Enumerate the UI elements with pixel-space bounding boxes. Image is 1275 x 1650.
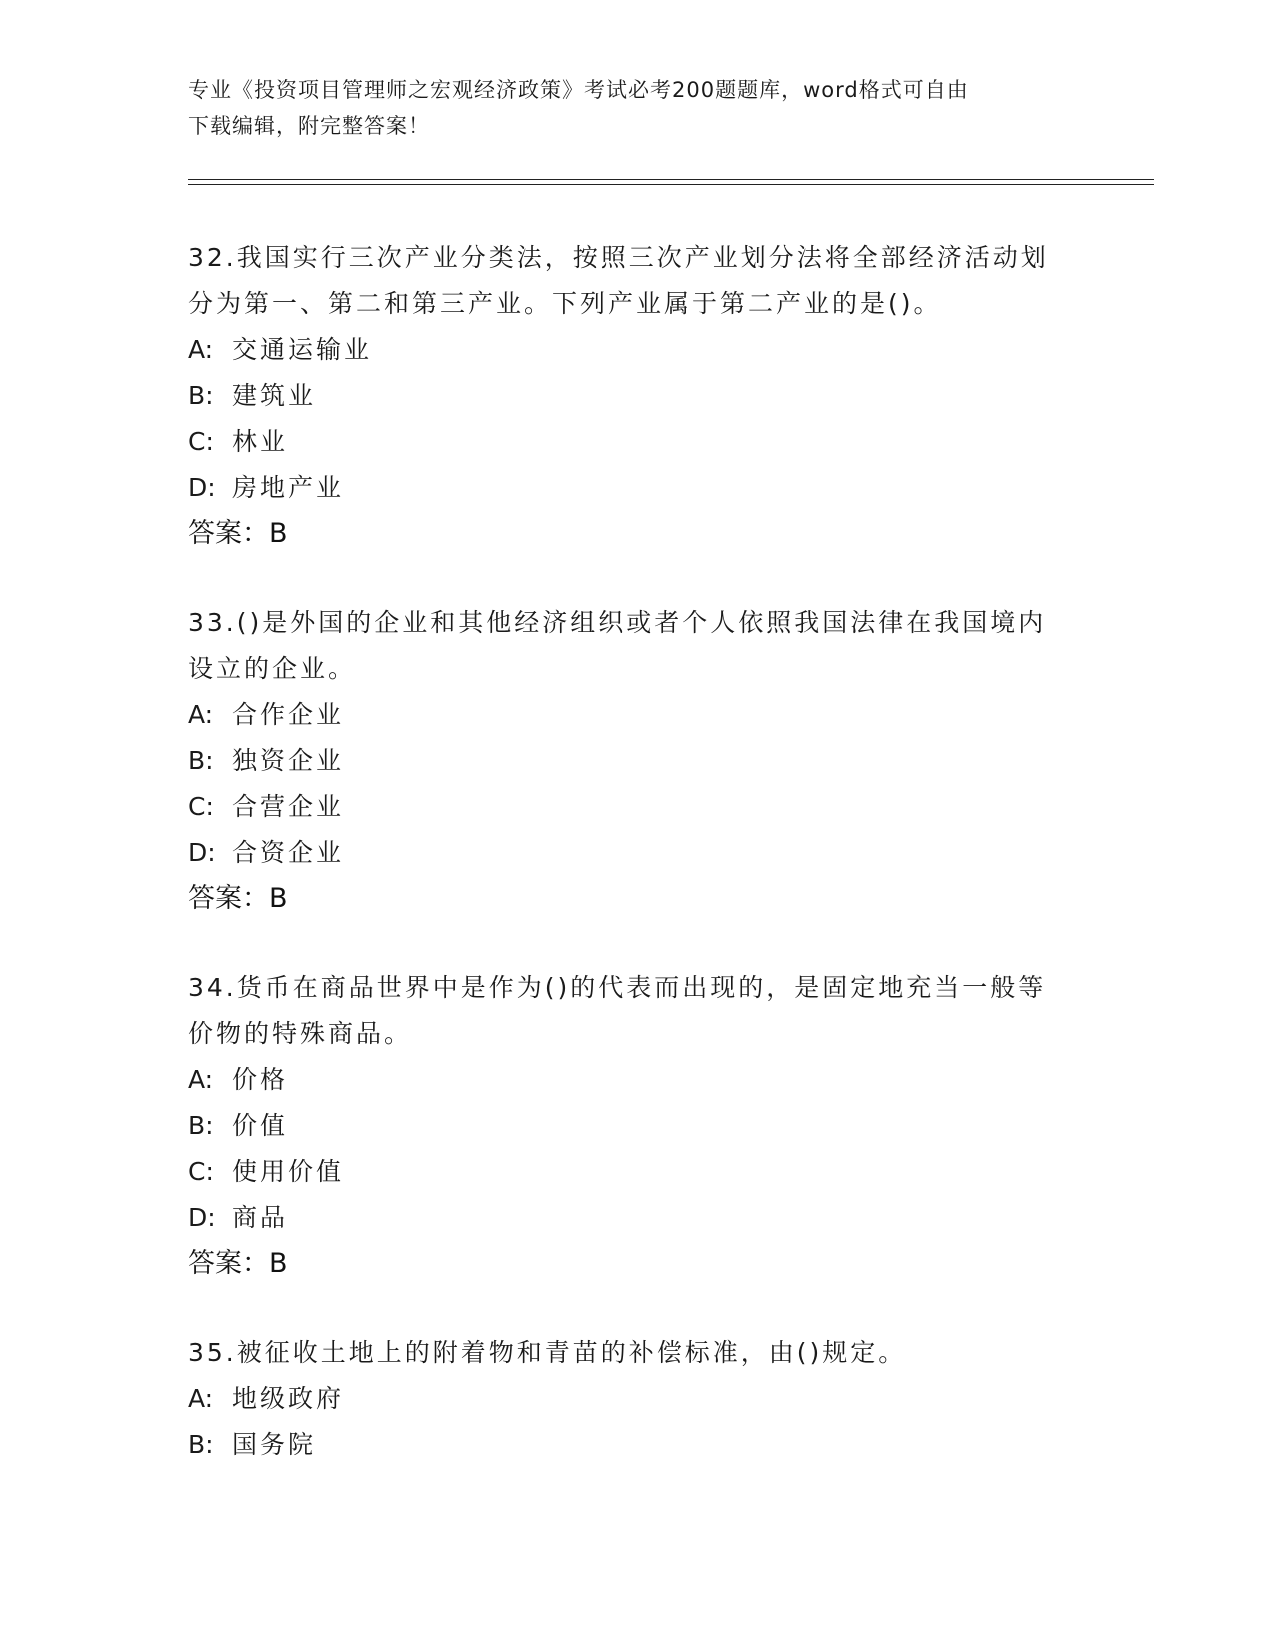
- header-line-2: 下载编辑，附完整答案！: [188, 114, 430, 138]
- question-stem-line-1: 35.被征收土地上的附着物和青苗的补偿标准，由()规定。: [188, 1338, 907, 1367]
- option-a: [188, 692, 1078, 738]
- option-key: D:: [188, 1203, 216, 1232]
- answer-label: 答案：B: [188, 883, 288, 914]
- question-stem-line-2: 价物的特殊商品。: [188, 1019, 413, 1048]
- option-a: [188, 327, 1078, 373]
- option-b: [188, 1103, 1078, 1149]
- option-text: 合作企业: [232, 700, 345, 729]
- question-34: [188, 965, 1078, 1287]
- option-text: 交通运输业: [232, 335, 373, 364]
- option-key: A:: [188, 700, 214, 729]
- question-stem-line-1: 32.我国实行三次产业分类法，按照三次产业划分法将全部经济活动划: [188, 243, 1049, 272]
- option-key: C:: [188, 1157, 214, 1186]
- option-text: 价值: [232, 1111, 289, 1140]
- answer-label: 答案：B: [188, 1248, 288, 1279]
- option-b: [188, 1422, 1078, 1468]
- option-key: B:: [188, 1430, 214, 1459]
- option-key: A:: [188, 335, 214, 364]
- option-text: 合营企业: [232, 792, 345, 821]
- option-a: [188, 1057, 1078, 1103]
- option-b: [188, 738, 1078, 784]
- option-text: 价格: [232, 1065, 289, 1094]
- question-33: [188, 600, 1078, 922]
- header-rule-bottom: [188, 184, 1154, 185]
- option-key: A:: [188, 1065, 214, 1094]
- question-stem-line-2: 分为第一、第二和第三产业。下列产业属于第二产业的是()。: [188, 289, 942, 318]
- option-text: 国务院: [232, 1430, 317, 1459]
- header-rule-top: [188, 179, 1154, 180]
- option-key: B:: [188, 381, 214, 410]
- option-key: D:: [188, 473, 216, 502]
- option-text: 商品: [232, 1203, 289, 1232]
- option-text: 林业: [232, 427, 289, 456]
- question-35: [188, 1330, 1078, 1468]
- option-key: C:: [188, 427, 214, 456]
- option-text: 使用价值: [232, 1157, 345, 1186]
- option-key: B:: [188, 746, 214, 775]
- option-d: [188, 1195, 1078, 1241]
- option-text: 地级政府: [232, 1384, 345, 1413]
- option-d: [188, 830, 1078, 876]
- option-text: 房地产业: [232, 473, 345, 502]
- question-stem-line-1: 33.()是外国的企业和其他经济组织或者个人依照我国法律在我国境内: [188, 608, 1047, 637]
- option-d: [188, 465, 1078, 511]
- option-c: [188, 784, 1078, 830]
- document-header: [188, 72, 1068, 144]
- option-text: 建筑业: [232, 381, 317, 410]
- option-a: [188, 1376, 1078, 1422]
- question-stem-line-2: 设立的企业。: [188, 654, 357, 683]
- option-text: 合资企业: [232, 838, 345, 867]
- option-key: A:: [188, 1384, 214, 1413]
- option-key: D:: [188, 838, 216, 867]
- option-text: 独资企业: [232, 746, 345, 775]
- option-c: [188, 1149, 1078, 1195]
- header-line-1: 专业《投资项目管理师之宏观经济政策》考试必考200题题库，word格式可自由: [188, 78, 969, 102]
- option-c: [188, 419, 1078, 465]
- question-32: [188, 235, 1078, 557]
- question-stem-line-1: 34.货币在商品世界中是作为()的代表而出现的，是固定地充当一般等: [188, 973, 1047, 1002]
- option-key: C:: [188, 792, 214, 821]
- answer-label: 答案：B: [188, 518, 288, 549]
- option-b: [188, 373, 1078, 419]
- option-key: B:: [188, 1111, 214, 1140]
